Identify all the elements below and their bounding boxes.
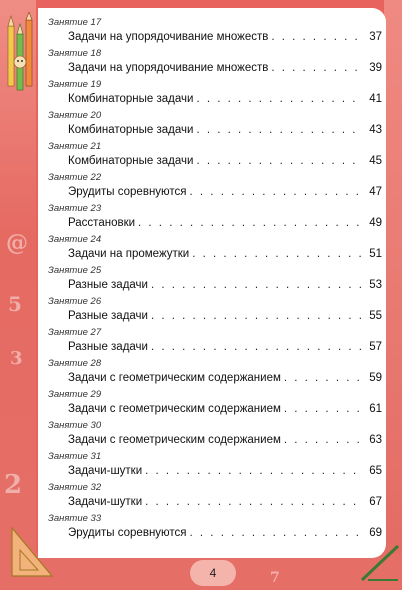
- page-ref: 45: [369, 155, 382, 167]
- page-ref: 49: [369, 217, 382, 229]
- lesson-label: Занятие 25: [48, 265, 102, 276]
- toc-entry: [48, 388, 382, 419]
- lesson-label: Занятие 27: [48, 327, 102, 338]
- page-ref: 67: [369, 496, 382, 508]
- dot-leader: [271, 29, 363, 46]
- dot-leader: [151, 308, 363, 325]
- dot-leader: [196, 153, 363, 170]
- page-ref: 47: [369, 186, 382, 198]
- dot-leader: [190, 184, 363, 201]
- lesson-label: Занятие 17: [48, 17, 102, 28]
- lesson-title: Разные задачи: [68, 279, 148, 291]
- lesson-title: Задачи с геометрическим содержанием: [68, 434, 281, 446]
- page-ref: 63: [369, 434, 382, 446]
- toc-entry: [48, 450, 382, 481]
- dot-leader: [145, 494, 363, 511]
- lesson-title: Задачи на упорядочивание множеств: [68, 31, 269, 43]
- dot-leader: [284, 370, 363, 387]
- page-ref: 65: [369, 465, 382, 477]
- lesson-title: Комбинаторные задачи: [68, 124, 194, 136]
- lesson-title: Задачи на упорядочивание множеств: [68, 62, 269, 74]
- decor-digit-symbol: 3: [10, 348, 23, 369]
- dot-leader: [151, 339, 363, 356]
- lesson-label: Занятие 32: [48, 482, 102, 493]
- toc-entry: [48, 419, 382, 450]
- dot-leader: [196, 91, 363, 108]
- toc-entry: [48, 16, 382, 47]
- page-ref: 55: [369, 310, 382, 322]
- page-ref: 59: [369, 372, 382, 384]
- lesson-title: Задачи с геометрическим содержанием: [68, 403, 281, 415]
- toc-entry: [48, 171, 382, 202]
- lesson-label: Занятие 30: [48, 420, 102, 431]
- table-of-contents: [48, 16, 382, 543]
- lesson-title: Эрудиты соревнуются: [68, 527, 187, 539]
- lesson-title: Задачи на промежутки: [68, 248, 190, 260]
- dot-leader: [151, 277, 363, 294]
- lesson-label: Занятие 28: [48, 358, 102, 369]
- toc-entry: [48, 295, 382, 326]
- page-ref: 53: [369, 279, 382, 291]
- page-ref: 41: [369, 93, 382, 105]
- dot-leader: [145, 463, 363, 480]
- lesson-title: Расстановки: [68, 217, 136, 229]
- lesson-label: Занятие 21: [48, 141, 102, 152]
- page-ref: 51: [369, 248, 382, 260]
- toc-entry: [48, 326, 382, 357]
- right-border-band: [384, 0, 402, 590]
- lesson-label: Занятие 20: [48, 110, 102, 121]
- toc-entry: [48, 202, 382, 233]
- toc-entry: [48, 357, 382, 388]
- page-number-badge: 4: [190, 560, 236, 586]
- toc-entry: [48, 264, 382, 295]
- decor-digit-symbol: 5: [8, 292, 22, 316]
- decor-at-symbol: @: [6, 230, 28, 256]
- lesson-label: Занятие 19: [48, 79, 102, 90]
- dot-leader: [196, 122, 363, 139]
- dot-leader: [284, 401, 363, 418]
- toc-entry: [48, 512, 382, 543]
- decor-digit-symbol: 2: [4, 470, 23, 500]
- decor-digit-symbol: 7: [270, 570, 280, 586]
- lesson-title: Разные задачи: [68, 341, 148, 353]
- lesson-label: Занятие 24: [48, 234, 102, 245]
- dot-leader: [192, 246, 363, 263]
- toc-entry: [48, 109, 382, 140]
- lesson-label: Занятие 29: [48, 389, 102, 400]
- lesson-title: Эрудиты соревнуются: [68, 186, 187, 198]
- lesson-label: Занятие 33: [48, 513, 102, 524]
- toc-entry: [48, 481, 382, 512]
- lesson-title: Комбинаторные задачи: [68, 93, 194, 105]
- toc-entry: [48, 47, 382, 78]
- lesson-label: Занятие 22: [48, 172, 102, 183]
- lesson-label: Занятие 23: [48, 203, 102, 214]
- toc-entry: [48, 233, 382, 264]
- lesson-title: Задачи-шутки: [68, 465, 143, 477]
- lesson-title: Задачи-шутки: [68, 496, 143, 508]
- page-ref: 69: [369, 527, 382, 539]
- page-ref: 43: [369, 124, 382, 136]
- lesson-title: Комбинаторные задачи: [68, 155, 194, 167]
- lesson-title: Задачи с геометрическим содержанием: [68, 372, 281, 384]
- lesson-label: Занятие 26: [48, 296, 102, 307]
- toc-entry: [48, 78, 382, 109]
- dot-leader: [284, 432, 363, 449]
- page-ref: 57: [369, 341, 382, 353]
- page-ref: 39: [369, 62, 382, 74]
- dot-leader: [138, 215, 363, 232]
- dot-leader: [271, 60, 363, 77]
- lesson-label: Занятие 31: [48, 451, 102, 462]
- page-ref: 37: [369, 31, 382, 43]
- page-ref: 61: [369, 403, 382, 415]
- toc-entry: [48, 140, 382, 171]
- lesson-label: Занятие 18: [48, 48, 102, 59]
- dot-leader: [190, 525, 363, 542]
- pencils-illustration-icon: [4, 12, 36, 100]
- lesson-title: Разные задачи: [68, 310, 148, 322]
